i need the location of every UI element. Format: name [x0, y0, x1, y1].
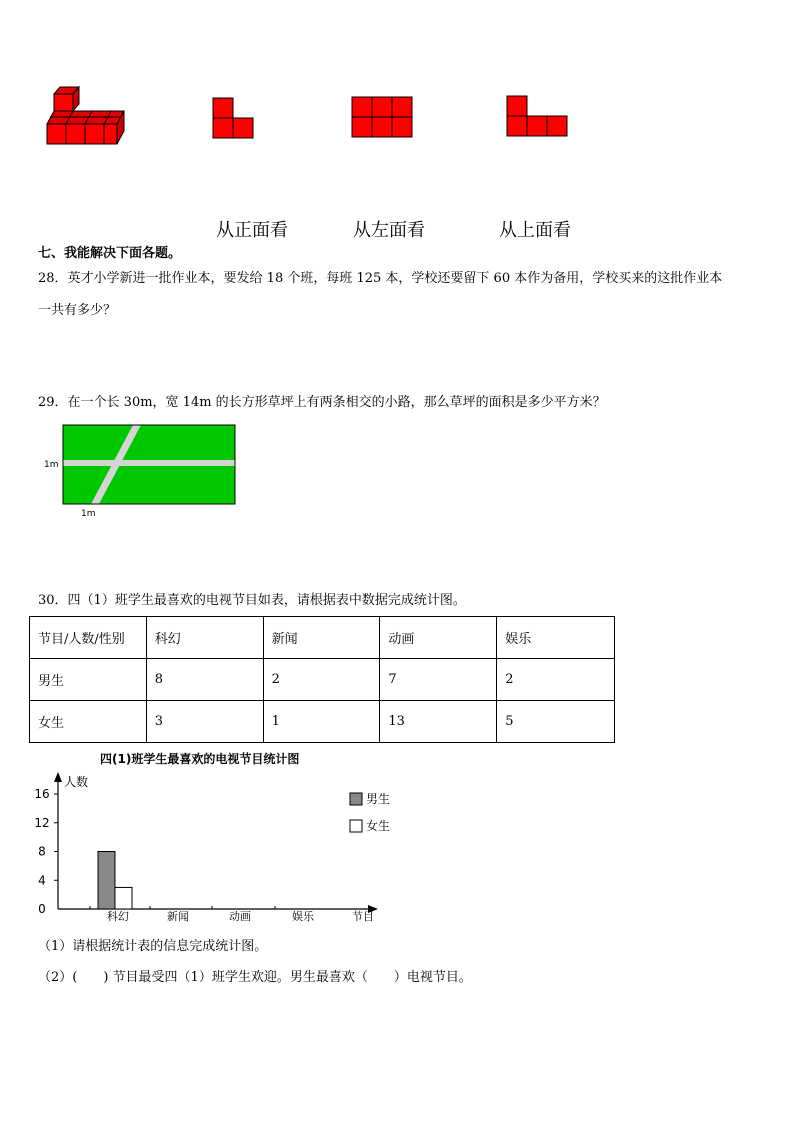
tv-program-table: [29, 616, 615, 743]
table-row: [30, 701, 615, 743]
x-tick-label: 动画: [229, 910, 251, 923]
table-cell: 男生: [30, 659, 147, 701]
table-header-row: [30, 617, 615, 659]
top-view-label: 从上面看: [499, 220, 571, 241]
left-view-label: 从左面看: [353, 220, 425, 241]
front-view-label: 从正面看: [216, 220, 288, 241]
question-28-line1: 28．英才小学新进一批作业本，要发给 18 个班，每班 125 本，学校还要留下 60 本作为备用，学校买来的这批作业本: [38, 271, 723, 286]
legend-swatch-girls: [350, 820, 362, 832]
table-cell: 5: [497, 701, 615, 743]
table-cell: 1: [263, 701, 380, 743]
table-cell: 节目/人数/性别: [30, 617, 147, 659]
path-width-label-horizontal: 1m: [44, 460, 59, 470]
x-axis-label: 节目: [352, 910, 374, 923]
table-cell: 科幻: [146, 617, 263, 659]
table-cell: 3: [146, 701, 263, 743]
left-view-figure: [351, 96, 413, 138]
y-tick-label: 4: [38, 873, 46, 888]
question-28-line2: 一共有多少？: [38, 303, 117, 318]
table-cell: 新闻: [263, 617, 380, 659]
table-cell: 2: [263, 659, 380, 701]
y-tick-label: 16: [34, 787, 50, 801]
bar-boys: [98, 852, 115, 910]
question-30-sub2: （2）( ) 节目最受四（1）班学生欢迎。男生最喜欢（ ）电视节目。: [38, 970, 472, 985]
table-row: [30, 659, 615, 701]
y-tick-label: 8: [38, 844, 46, 859]
table-cell: 8: [146, 659, 263, 701]
table-cell: 2: [497, 659, 615, 701]
question-30-text: 30．四（1）班学生最喜欢的电视节目如表，请根据表中数据完成统计图。: [38, 593, 466, 608]
legend-label-boys: 男生: [366, 792, 391, 806]
x-tick-label: 娱乐: [292, 910, 314, 923]
table-cell: 13: [380, 701, 497, 743]
table-cell: 动画: [380, 617, 497, 659]
y-tick-label: 12: [34, 815, 50, 830]
cube-solid-figure: [44, 84, 128, 146]
bar-girls: [115, 887, 132, 909]
question-30-sub1: （1）请根据统计表的信息完成统计图。: [38, 939, 268, 954]
top-view-figure: [506, 95, 568, 137]
front-view-figure: [212, 97, 256, 139]
y-axis-label: 人数: [64, 775, 89, 789]
x-tick-label: 科幻: [107, 910, 129, 923]
y-tick-label: 0: [38, 902, 46, 916]
chart-title: 四(1)班学生最喜欢的电视节目统计图: [100, 752, 300, 766]
y-axis-arrow: [54, 772, 62, 782]
section-7-heading: 七、我能解决下面各题。: [38, 246, 182, 261]
table-cell: 女生: [30, 701, 147, 743]
table-cell: 娱乐: [497, 617, 615, 659]
bar-chart: [30, 768, 400, 928]
question-29-text: 29．在一个长 30m，宽 14m 的长方形草坪上有两条相交的小路，那么草坪的面积是多少平方米？: [38, 395, 606, 410]
legend-swatch-boys: [350, 793, 362, 805]
x-tick-label: 新闻: [167, 910, 189, 923]
table-cell: 7: [380, 659, 497, 701]
path-width-label-vertical: 1m: [81, 509, 96, 519]
legend-label-girls: 女生: [366, 819, 391, 833]
lawn-diagram: [62, 424, 238, 506]
